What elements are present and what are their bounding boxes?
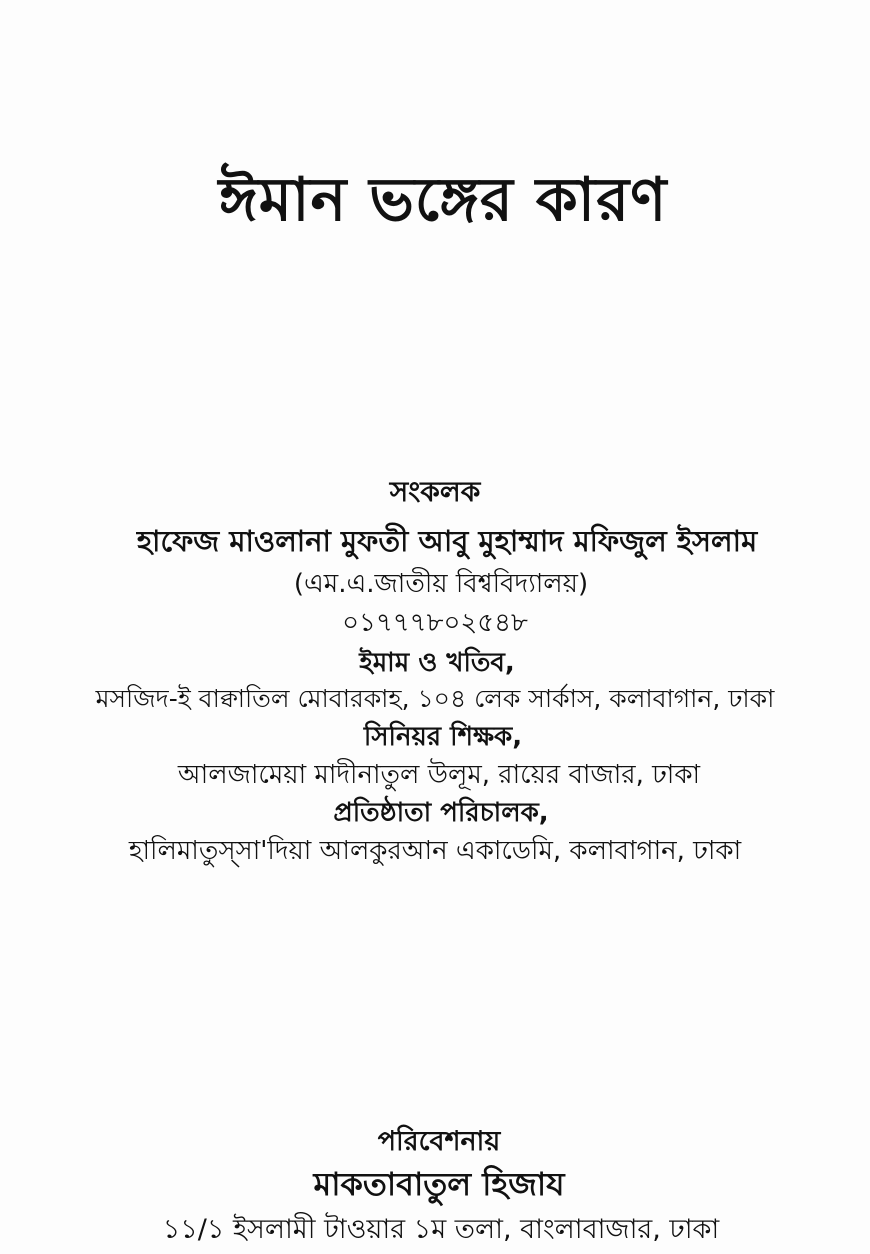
position-place-academy: হালিমাতুস্সা'দিয়া আলকুরআন একাডেমি, কলাবাগান, ঢাকা	[128, 836, 742, 866]
distribution-label: পরিবেশনায়	[377, 1126, 501, 1157]
compiler-phone: ০১৭৭৭৮০২৫৪৮	[342, 608, 528, 638]
compiler-name: হাফেজ মাওলানা মুফতী আবু মুহাম্মাদ মফিজুল ইসলাম	[136, 524, 758, 558]
position-role-founder: প্রতিষ্ঠাতা পরিচালক,	[333, 798, 549, 828]
publisher-name: মাকতাবাতুল হিজায	[313, 1165, 565, 1203]
position-place-mosque: মসজিদ-ই বাক্বাতিল মোবারকাহ, ১০৪ লেক সার্কাস, কলাবাগান, ঢাকা	[95, 684, 775, 713]
book-title: ঈমান ভঙ্গের কারণ	[218, 165, 668, 235]
publisher-address: ১১/১ ইসলামী টাওয়ার ১ম তলা, বাংলাবাজার, ঢাকা	[162, 1214, 720, 1245]
position-role-imam: ইমাম ও খতিব,	[359, 648, 515, 678]
compiler-label: সংকলক	[389, 475, 481, 508]
position-role-teacher: সিনিয়র শিক্ষক,	[363, 722, 523, 752]
compiler-degree: (এম.এ.জাতীয় বিশ্ববিদ্যালয়)	[293, 569, 589, 599]
position-place-madrasa: আলজামেয়া মাদীনাতুল উলূম, রায়ের বাজার, ঢাকা	[177, 760, 701, 790]
